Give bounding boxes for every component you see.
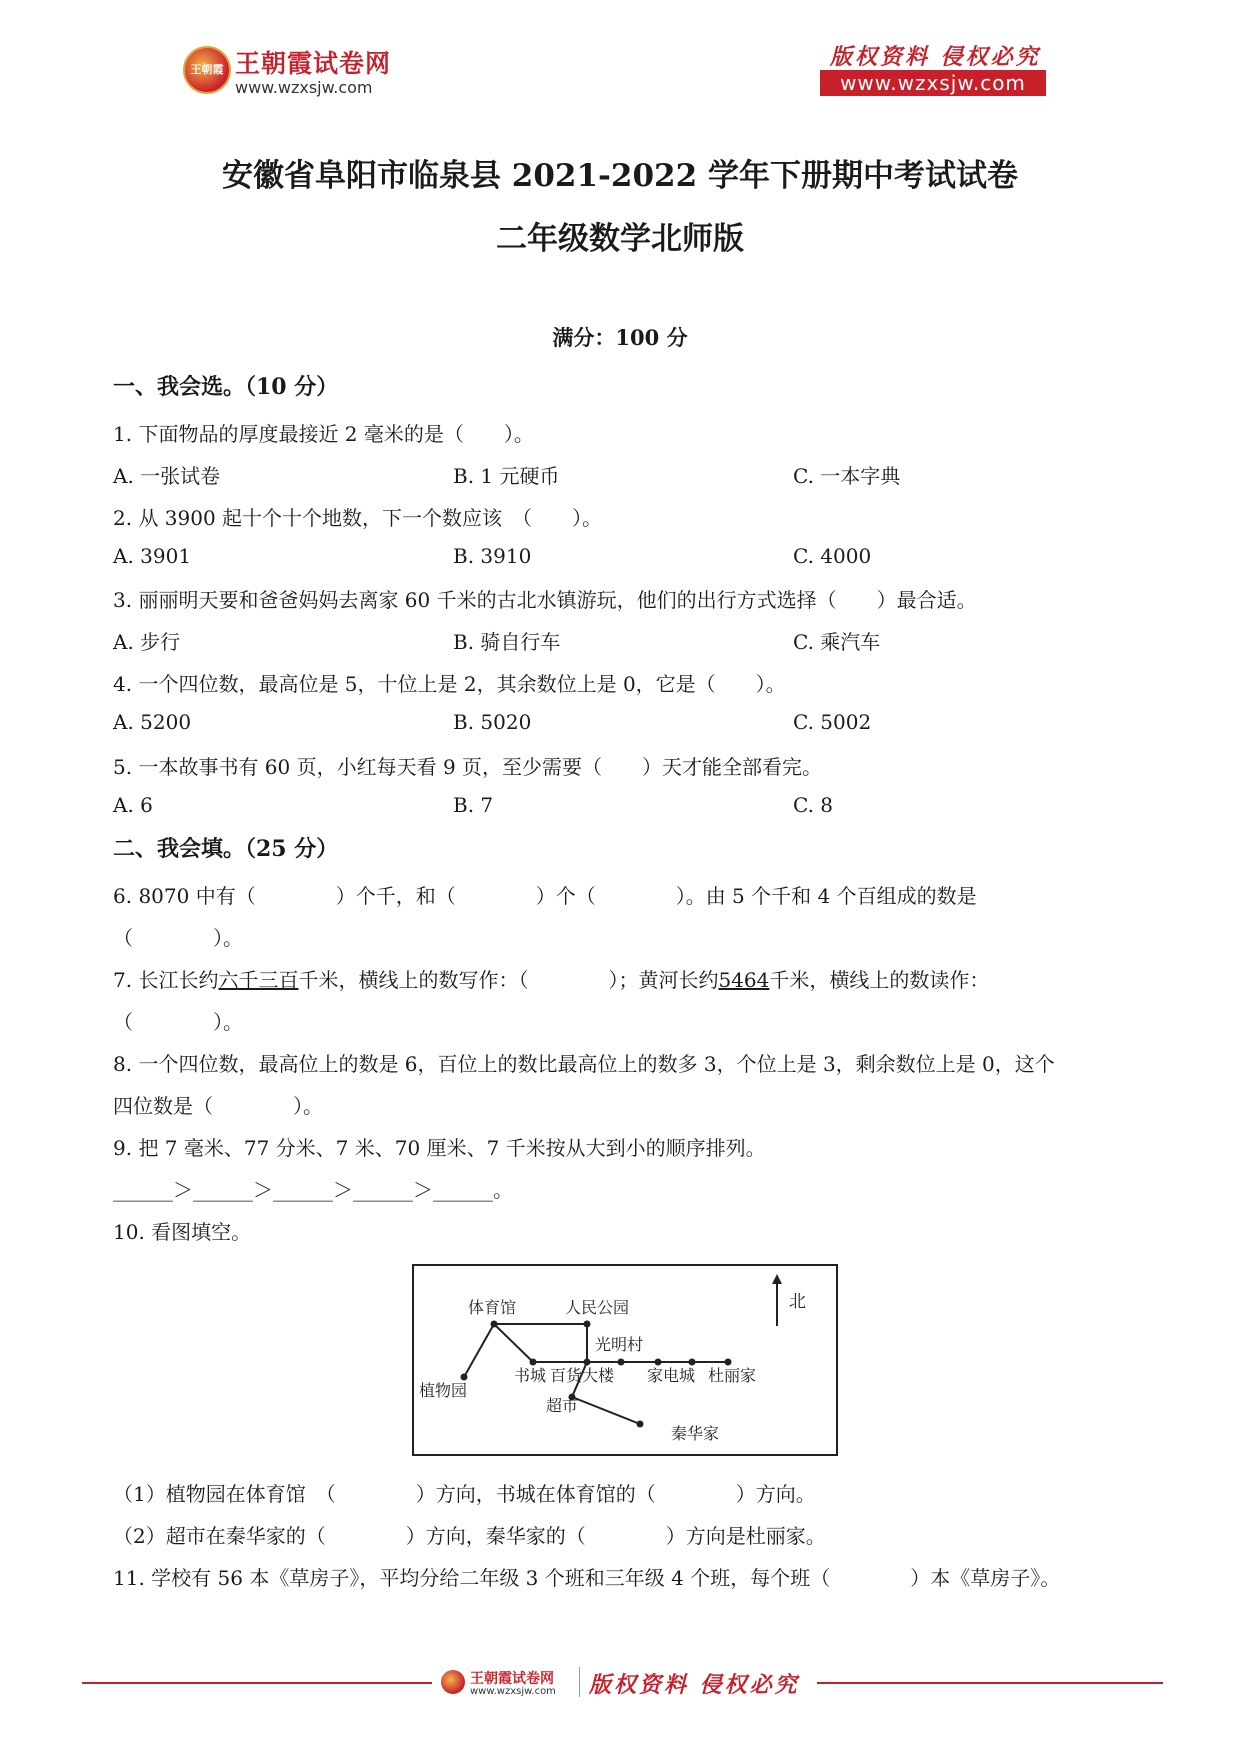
q2-option-b: B. 3910 bbox=[453, 544, 532, 568]
label-guangming: 光明村 bbox=[595, 1335, 644, 1354]
q4-option-a: A. 5200 bbox=[113, 710, 192, 734]
label-zhiwuyuan: 植物园 bbox=[419, 1381, 468, 1400]
q5-option-c: C. 8 bbox=[793, 793, 834, 817]
exam-subtitle: 二年级数学北师版 bbox=[496, 221, 744, 257]
q5-option-a: A. 6 bbox=[113, 793, 153, 817]
q2-option-a: A. 3901 bbox=[113, 544, 192, 568]
question-2: 2. 从 3900 起十个十个地数，下一个数应该 （ ）。 bbox=[113, 506, 603, 530]
q3-option-c: C. 乘汽车 bbox=[793, 630, 881, 654]
url-banner: www.wzxsjw.com bbox=[820, 70, 1046, 96]
q4-option-c: C. 5002 bbox=[793, 710, 872, 734]
question-4: 4. 一个四位数，最高位是 5，十位上是 2，其余数位上是 0，它是（ ）。 bbox=[113, 672, 786, 696]
footer-url: www.wzxsjw.com bbox=[470, 1686, 556, 1697]
section-1-heading: 一、我会选。（10 分） bbox=[113, 374, 339, 400]
stop-qinhua bbox=[637, 1421, 644, 1428]
q3-option-a: A. 步行 bbox=[113, 630, 181, 654]
stop-duli bbox=[689, 1359, 696, 1366]
q5-option-b: B. 7 bbox=[453, 793, 494, 817]
q7-text-c: 千米，横线上的数读作： bbox=[769, 968, 990, 992]
stop-jiadian bbox=[655, 1359, 662, 1366]
question-10-part-1: （1）植物园在体育馆 （ ）方向，书城在体育馆的（ ）方向。 bbox=[113, 1482, 816, 1506]
q3-option-b: B. 骑自行车 bbox=[453, 630, 561, 654]
question-10: 10. 看图填空。 bbox=[113, 1220, 252, 1244]
footer-separator bbox=[579, 1667, 580, 1697]
label-chaoshi: 超市 bbox=[546, 1396, 579, 1415]
q7-underlined-2: 5464 bbox=[718, 968, 770, 992]
stop-guangming bbox=[618, 1359, 625, 1366]
footer-logo-icon bbox=[441, 1670, 465, 1694]
question-9-line-1: 9. 把 7 毫米、77 分米、7 米、70 厘米、7 千米按从大到小的顺序排列。 bbox=[113, 1136, 766, 1160]
section-2-heading: 二、我会填。（25 分） bbox=[113, 836, 339, 862]
brand-name: 王朝霞试卷网 bbox=[235, 49, 392, 78]
label-qinhua: 秦华家 bbox=[671, 1424, 720, 1443]
question-10-part-2: （2）超市在秦华家的（ ）方向，秦华家的（ ）方向是杜丽家。 bbox=[113, 1524, 826, 1548]
question-1: 1. 下面物品的厚度最接近 2 毫米的是（ ）。 bbox=[113, 422, 534, 446]
question-6-line-1: 6. 8070 中有（ ）个千，和（ ）个（ ）。由 5 个千和 4 个百组成的数是 bbox=[113, 884, 977, 908]
question-5: 5. 一本故事书有 60 页，小红每天看 9 页，至少需要（ ）天才能全部看完。 bbox=[113, 755, 823, 779]
stop-end bbox=[725, 1359, 732, 1366]
footer-copyright: 版权资料 侵权必究 bbox=[589, 1672, 800, 1698]
north-label: 北 bbox=[789, 1292, 806, 1312]
question-8-line-2: 四位数是（ ）。 bbox=[113, 1094, 323, 1118]
brand-logo bbox=[183, 46, 231, 94]
label-tiyuguan: 体育馆 bbox=[468, 1298, 517, 1317]
q7-text-a: 7. 长江长约 bbox=[113, 968, 219, 992]
logo-text: 王朝霞 bbox=[190, 63, 224, 76]
label-duli: 杜丽家 bbox=[708, 1366, 757, 1385]
q1-option-c: C. 一本字典 bbox=[793, 464, 901, 488]
direction-map bbox=[412, 1264, 838, 1456]
question-7-line-2: （ ）。 bbox=[113, 1010, 243, 1034]
brand-url: www.wzxsjw.com bbox=[235, 78, 373, 97]
copyright-notice: 版权资料 侵权必究 bbox=[830, 44, 1041, 70]
q2-option-c: C. 4000 bbox=[793, 544, 872, 568]
map-frame bbox=[413, 1265, 837, 1455]
q1-option-a: A. 一张试卷 bbox=[113, 464, 221, 488]
label-shucheng: 书城 bbox=[514, 1366, 547, 1385]
q4-option-b: B. 5020 bbox=[453, 710, 532, 734]
question-7-line-1 bbox=[113, 964, 989, 993]
label-jiadian: 家电城 bbox=[647, 1366, 696, 1385]
q7-text-b: 千米，横线上的数写作：（ ）；黄河长约 bbox=[298, 968, 719, 992]
full-score: 满分：100 分 bbox=[552, 325, 688, 350]
question-8-line-1: 8. 一个四位数，最高位上的数是 6，百位上的数比最高位上的数多 3，个位上是 3，剩余数位上是 0，这个 bbox=[113, 1052, 1055, 1076]
label-baihuo: 百货大楼 bbox=[550, 1366, 615, 1385]
label-renmin: 人民公园 bbox=[565, 1298, 630, 1317]
question-9-line-2: ______＞______＞______＞______＞______。 bbox=[113, 1178, 513, 1202]
stop-shucheng bbox=[530, 1359, 537, 1366]
footer-brand: 王朝霞试卷网 bbox=[470, 1671, 554, 1687]
stop-tiyuguan bbox=[491, 1321, 498, 1328]
q1-option-b: B. 1 元硬币 bbox=[453, 464, 560, 488]
footer-rule-right bbox=[817, 1682, 1163, 1684]
exam-title: 安徽省阜阳市临泉县 2021-2022 学年下册期中考试试卷 bbox=[221, 158, 1018, 194]
question-6-line-2: （ ）。 bbox=[113, 926, 243, 950]
stop-baihuo bbox=[584, 1359, 591, 1366]
footer-rule-left bbox=[82, 1682, 432, 1684]
stop-zhiwuyuan bbox=[461, 1374, 468, 1381]
question-3: 3. 丽丽明天要和爸爸妈妈去离家 60 千米的古北水镇游玩，他们的出行方式选择（ ）最合适。 bbox=[113, 588, 977, 612]
q7-underlined-1: 六千三百 bbox=[218, 968, 299, 992]
stop-renmin bbox=[584, 1321, 591, 1328]
question-11: 11. 学校有 56 本《草房子》，平均分给二年级 3 个班和三年级 4 个班，每个班（ ）本《草房子》。 bbox=[113, 1566, 1061, 1590]
